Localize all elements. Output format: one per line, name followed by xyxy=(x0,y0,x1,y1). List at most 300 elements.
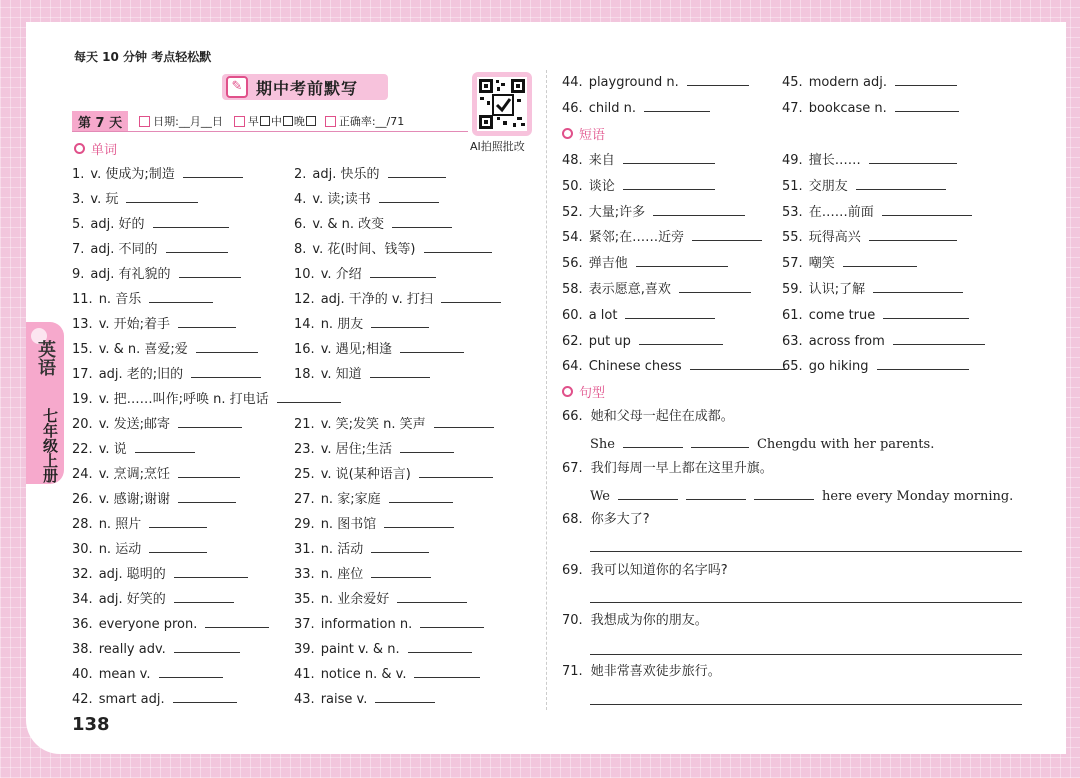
answer-blank[interactable] xyxy=(392,214,452,228)
exercise-item xyxy=(294,489,453,509)
answer-blank[interactable] xyxy=(434,414,494,428)
item-number: 57. xyxy=(782,256,803,272)
answer-blank[interactable] xyxy=(692,227,762,241)
answer-blank[interactable] xyxy=(618,486,678,500)
item-prompt: information n. xyxy=(320,617,413,632)
item-number: 56. xyxy=(562,256,583,272)
exercise-item xyxy=(72,339,258,359)
item-prompt: adj. 有礼貌的 xyxy=(90,267,171,282)
answer-blank[interactable] xyxy=(893,331,985,345)
item-number: 26. xyxy=(72,492,93,507)
item-prompt: v. 发送;邮寄 xyxy=(98,417,171,432)
item-prompt: raise v. xyxy=(320,692,368,707)
item-number: 32. xyxy=(72,567,93,582)
item-number: 35. xyxy=(294,592,315,607)
item-prompt: v. 烹调;烹饪 xyxy=(98,467,171,482)
answer-blank[interactable] xyxy=(174,639,240,653)
item-prompt: adj. 快乐的 xyxy=(312,167,380,182)
bullet-icon xyxy=(562,128,573,139)
exercise-item xyxy=(72,164,243,184)
item-prompt: 擅长…… xyxy=(808,153,861,168)
item-number: 49. xyxy=(782,153,803,168)
exercise-item xyxy=(294,664,480,684)
exercise-item xyxy=(782,98,959,118)
item-number: 8. xyxy=(294,242,307,257)
item-number: 36. xyxy=(72,617,93,632)
answer-blank[interactable] xyxy=(623,176,715,190)
item-number: 24. xyxy=(72,467,93,482)
item-number: 3. xyxy=(72,192,85,207)
exercise-item xyxy=(72,364,261,384)
exercise-item xyxy=(562,202,745,222)
subject-label: 英语 xyxy=(35,340,56,376)
item-number: 34. xyxy=(72,592,93,607)
sentence-prompt: 她非常喜欢徒步旅行。 xyxy=(590,664,721,679)
accuracy-field[interactable]: 正确率:__/71 xyxy=(338,115,405,128)
item-prompt: v. 说 xyxy=(98,442,127,457)
item-prompt: modern adj. xyxy=(808,75,888,90)
item-number: 15. xyxy=(72,342,93,357)
exercise-item xyxy=(294,414,494,434)
answer-blank[interactable] xyxy=(183,164,243,178)
exercise-item xyxy=(562,150,715,170)
item-prompt: n. 活动 xyxy=(320,542,364,557)
answer-blank[interactable] xyxy=(623,434,683,448)
item-number: 9. xyxy=(72,267,85,282)
exercise-item xyxy=(72,439,195,459)
answer-blank[interactable] xyxy=(277,389,341,403)
hourglass-icon xyxy=(234,116,245,127)
answer-blank[interactable] xyxy=(370,364,430,378)
answer-line[interactable] xyxy=(590,602,1022,603)
answer-blank[interactable] xyxy=(877,356,969,370)
answer-blank[interactable] xyxy=(371,314,429,328)
sentence-item xyxy=(562,663,721,681)
item-number: 17. xyxy=(72,367,93,382)
section-words xyxy=(74,139,117,158)
item-number: 48. xyxy=(562,153,583,168)
exercise-item xyxy=(294,289,501,309)
answer-blank[interactable] xyxy=(639,331,723,345)
item-prompt: playground n. xyxy=(588,75,679,90)
exercise-item xyxy=(294,339,464,359)
exercise-item xyxy=(294,164,446,184)
exercise-item xyxy=(294,589,467,609)
answer-line[interactable] xyxy=(590,654,1022,655)
item-prompt: paint v. & n. xyxy=(320,642,400,657)
answer-blank[interactable] xyxy=(370,264,436,278)
item-prompt: n. 音乐 xyxy=(98,292,142,307)
answer-blank[interactable] xyxy=(679,279,751,293)
item-prompt: n. 业余爱好 xyxy=(320,592,390,607)
exercise-item xyxy=(72,289,213,309)
item-number: 47. xyxy=(782,101,803,116)
item-number: 39. xyxy=(294,642,315,657)
item-number: 25. xyxy=(294,467,315,482)
exercise-item xyxy=(294,364,430,384)
answer-blank[interactable] xyxy=(191,364,261,378)
exercise-item xyxy=(294,639,472,659)
checkbox-early[interactable] xyxy=(260,116,270,126)
item-number: 7. xyxy=(72,242,85,257)
answer-blank[interactable] xyxy=(389,489,453,503)
item-prompt: 紧邻;在……近旁 xyxy=(588,230,685,246)
answer-blank[interactable] xyxy=(166,239,228,253)
answer-blank[interactable] xyxy=(149,289,213,303)
time-mid: 中 xyxy=(270,115,282,128)
exercise-item xyxy=(294,689,435,709)
exercise-item xyxy=(782,305,969,325)
item-number: 2. xyxy=(294,167,307,182)
item-number: 13. xyxy=(72,317,93,332)
sentence-end: Chengdu with her parents. xyxy=(756,437,935,452)
item-number: 55. xyxy=(782,230,803,246)
item-prompt: 谈论 xyxy=(588,178,615,194)
exercise-item xyxy=(562,98,710,118)
answer-line[interactable] xyxy=(590,551,1022,552)
sentence-english xyxy=(590,434,934,454)
item-prompt: v. 感谢;谢谢 xyxy=(98,492,171,507)
item-prompt: really adv. xyxy=(98,642,166,657)
answer-blank[interactable] xyxy=(174,564,248,578)
item-prompt: notice n. & v. xyxy=(320,667,407,682)
answer-blank[interactable] xyxy=(687,72,749,86)
item-prompt: everyone pron. xyxy=(98,617,198,632)
item-number: 20. xyxy=(72,417,93,432)
answer-blank[interactable] xyxy=(135,439,195,453)
item-number: 67. xyxy=(562,461,583,476)
item-prompt: mean v. xyxy=(98,667,151,682)
item-number: 29. xyxy=(294,517,315,532)
answer-blank[interactable] xyxy=(384,514,454,528)
exercise-item xyxy=(72,214,229,234)
answer-blank[interactable] xyxy=(178,314,236,328)
answer-blank[interactable] xyxy=(400,439,454,453)
item-number: 6. xyxy=(294,217,307,232)
item-prompt: adj. 不同的 xyxy=(90,242,158,257)
sentence-end: here every Monday morning. xyxy=(822,489,1014,504)
item-number: 4. xyxy=(294,192,307,207)
check-icon xyxy=(325,116,336,127)
item-number: 5. xyxy=(72,217,85,232)
answer-blank[interactable] xyxy=(869,227,957,241)
pencil-icon: ✎ xyxy=(226,76,248,98)
answer-blank[interactable] xyxy=(644,98,710,112)
answer-blank[interactable] xyxy=(869,150,957,164)
answer-blank[interactable] xyxy=(408,639,472,653)
item-number: 23. xyxy=(294,442,315,457)
answer-blank[interactable] xyxy=(178,464,240,478)
item-number: 30. xyxy=(72,542,93,557)
item-prompt: adj. 老的;旧的 xyxy=(98,367,184,382)
item-number: 28. xyxy=(72,517,93,532)
item-prompt: v. 玩 xyxy=(90,192,119,207)
exercise-item xyxy=(782,356,969,376)
qr-icon xyxy=(477,77,527,131)
checkbox-mid[interactable] xyxy=(283,116,293,126)
item-prompt: n. 图书馆 xyxy=(320,517,377,532)
exercise-item xyxy=(294,514,454,534)
page-title: 期中考前默写 xyxy=(256,78,359,98)
item-number: 16. xyxy=(294,342,315,357)
item-prompt: n. 照片 xyxy=(98,517,142,532)
item-prompt: adj. 聪明的 xyxy=(98,567,166,582)
item-number: 63. xyxy=(782,333,803,349)
exercise-item xyxy=(72,539,207,559)
exercise-item xyxy=(72,389,341,409)
answer-blank[interactable] xyxy=(424,239,492,253)
exercise-item xyxy=(72,639,240,659)
sentence-item xyxy=(562,612,708,630)
item-number: 27. xyxy=(294,492,315,507)
answer-blank[interactable] xyxy=(843,253,917,267)
item-number: 70. xyxy=(562,613,583,628)
item-prompt: go hiking xyxy=(808,359,869,375)
answer-blank[interactable] xyxy=(895,98,959,112)
answer-blank[interactable] xyxy=(178,414,242,428)
exercise-item xyxy=(72,189,198,209)
item-number: 71. xyxy=(562,664,583,679)
answer-blank[interactable] xyxy=(379,189,439,203)
calendar-icon xyxy=(139,116,150,127)
answer-blank[interactable] xyxy=(420,614,484,628)
sentence-item xyxy=(562,562,728,580)
answer-blank[interactable] xyxy=(873,279,963,293)
answer-blank[interactable] xyxy=(400,339,464,353)
exercise-item xyxy=(562,253,728,273)
answer-blank[interactable] xyxy=(173,689,237,703)
exercise-item xyxy=(782,227,957,247)
exercise-item xyxy=(782,202,972,222)
answer-blank[interactable] xyxy=(149,514,207,528)
item-number: 65. xyxy=(782,359,803,375)
bullet-icon xyxy=(74,143,85,154)
answer-blank[interactable] xyxy=(441,289,501,303)
answer-blank[interactable] xyxy=(754,486,814,500)
item-number: 31. xyxy=(294,542,315,557)
item-prompt: come true xyxy=(808,307,876,323)
item-number: 61. xyxy=(782,307,803,323)
ai-grading-label: AI拍照批改 xyxy=(470,140,525,153)
item-number: 53. xyxy=(782,204,803,220)
exercise-item xyxy=(562,356,786,376)
grade-label: 七年级上册 xyxy=(41,408,59,483)
day-badge: 第 7 天 xyxy=(72,111,128,132)
sentence-item xyxy=(562,408,734,426)
item-number: 38. xyxy=(72,642,93,657)
item-prompt: Chinese chess xyxy=(588,359,682,375)
section-title: 句型 xyxy=(579,386,606,401)
answer-blank[interactable] xyxy=(414,664,480,678)
qr-code[interactable] xyxy=(472,72,532,136)
answer-blank[interactable] xyxy=(895,72,957,86)
exercise-item xyxy=(562,176,715,196)
section-title: 单词 xyxy=(91,143,118,158)
answer-blank[interactable] xyxy=(691,434,749,448)
sentence-prompt: 我想成为你的朋友。 xyxy=(590,613,708,628)
exercise-item xyxy=(72,264,241,284)
exercise-item xyxy=(562,331,723,351)
item-number: 40. xyxy=(72,667,93,682)
day-info-row xyxy=(72,111,404,131)
item-prompt: 来自 xyxy=(588,153,615,168)
sentence-prompt: 你多大了? xyxy=(590,512,650,527)
answer-blank[interactable] xyxy=(196,339,258,353)
answer-blank[interactable] xyxy=(375,689,435,703)
bullet-icon xyxy=(562,386,573,397)
exercise-item xyxy=(294,314,429,334)
answer-blank[interactable] xyxy=(126,189,198,203)
exercise-item xyxy=(562,72,749,92)
item-number: 51. xyxy=(782,178,803,194)
item-number: 41. xyxy=(294,667,315,682)
exercise-item xyxy=(782,279,963,299)
exercise-item xyxy=(562,227,762,247)
sentence-start: She xyxy=(590,437,615,452)
sentence-prompt: 她和父母一起住在成都。 xyxy=(590,409,734,424)
date-field[interactable]: 日期:__月__日 xyxy=(153,115,223,128)
item-prompt: smart adj. xyxy=(98,692,165,707)
item-number: 50. xyxy=(562,178,583,194)
answer-blank[interactable] xyxy=(856,176,946,190)
exercise-item xyxy=(294,539,429,559)
exercise-item xyxy=(72,489,236,509)
item-prompt: v. 遇见;相逢 xyxy=(320,342,393,357)
item-number: 18. xyxy=(294,367,315,382)
exercise-item xyxy=(782,150,957,170)
answer-blank[interactable] xyxy=(625,305,715,319)
exercise-item xyxy=(294,189,439,209)
item-prompt: 认识;了解 xyxy=(808,282,866,297)
exercise-item xyxy=(782,72,957,92)
answer-blank[interactable] xyxy=(149,539,207,553)
exercise-item xyxy=(294,214,452,234)
item-number: 10. xyxy=(294,267,315,282)
exercise-item xyxy=(782,176,946,196)
item-number: 69. xyxy=(562,563,583,578)
item-prompt: 玩得高兴 xyxy=(808,230,861,246)
answer-line[interactable] xyxy=(590,704,1022,705)
sentence-english xyxy=(590,486,1013,506)
item-number: 37. xyxy=(294,617,315,632)
exercise-item xyxy=(782,253,917,273)
item-number: 46. xyxy=(562,101,583,116)
answer-blank[interactable] xyxy=(371,564,431,578)
item-prompt: 嘲笑 xyxy=(808,256,835,272)
answer-blank[interactable] xyxy=(205,614,269,628)
answer-blank[interactable] xyxy=(178,489,236,503)
item-prompt: v. 开始;着手 xyxy=(98,317,171,332)
item-number: 68. xyxy=(562,512,583,527)
exercise-item xyxy=(72,564,248,584)
column-divider xyxy=(546,70,547,710)
answer-blank[interactable] xyxy=(153,214,229,228)
item-number: 59. xyxy=(782,282,803,297)
exercise-item xyxy=(294,264,436,284)
answer-blank[interactable] xyxy=(179,264,241,278)
checkbox-late[interactable] xyxy=(306,116,316,126)
answer-blank[interactable] xyxy=(690,356,786,370)
exercise-item xyxy=(72,614,269,634)
item-number: 62. xyxy=(562,333,583,349)
exercise-item xyxy=(72,514,207,534)
answer-blank[interactable] xyxy=(653,202,745,216)
divider xyxy=(72,131,468,132)
item-prompt: child n. xyxy=(588,101,637,116)
item-prompt: 表示愿意,喜欢 xyxy=(588,282,671,297)
answer-blank[interactable] xyxy=(623,150,715,164)
exercise-item xyxy=(294,464,493,484)
item-prompt: v. 读;读书 xyxy=(312,192,371,207)
title-banner xyxy=(222,74,388,100)
answer-blank[interactable] xyxy=(371,539,429,553)
item-prompt: a lot xyxy=(588,307,618,323)
section-sentences xyxy=(562,382,605,401)
answer-blank[interactable] xyxy=(159,664,223,678)
item-prompt: 弹吉他 xyxy=(588,256,628,272)
answer-blank[interactable] xyxy=(388,164,446,178)
exercise-item xyxy=(294,439,454,459)
item-number: 54. xyxy=(562,230,583,246)
time-late: 晚 xyxy=(293,115,305,128)
item-prompt: 大量;许多 xyxy=(588,204,646,220)
item-number: 64. xyxy=(562,359,583,375)
exercise-item xyxy=(562,279,751,299)
item-prompt: adj. 好的 xyxy=(90,217,145,232)
section-title: 短语 xyxy=(579,128,606,143)
item-prompt: v. & n. 喜爱;爱 xyxy=(98,342,188,357)
series-title: 每天 10 分钟 考点轻松默 xyxy=(74,50,212,64)
item-number: 11. xyxy=(72,292,93,307)
item-number: 66. xyxy=(562,409,583,424)
item-prompt: v. 说(某种语言) xyxy=(320,467,411,482)
exercise-item xyxy=(782,331,985,351)
item-number: 44. xyxy=(562,75,583,90)
item-number: 22. xyxy=(72,442,93,457)
item-number: 52. xyxy=(562,204,583,220)
item-prompt: across from xyxy=(808,333,885,349)
item-prompt: v. 把……叫作;呼唤 n. 打电话 xyxy=(98,392,269,407)
sentence-item xyxy=(562,460,773,478)
sentence-prompt: 我们每周一早上都在这里升旗。 xyxy=(590,461,773,476)
item-number: 14. xyxy=(294,317,315,332)
answer-blank[interactable] xyxy=(882,202,972,216)
answer-blank[interactable] xyxy=(174,589,234,603)
item-number: 1. xyxy=(72,167,85,182)
page-number: 138 xyxy=(72,714,110,735)
exercise-item xyxy=(294,614,484,634)
item-number: 43. xyxy=(294,692,315,707)
item-number: 42. xyxy=(72,692,93,707)
answer-blank[interactable] xyxy=(397,589,467,603)
item-prompt: v. 笑;发笑 n. 笑声 xyxy=(320,417,426,432)
time-early: 早 xyxy=(247,115,259,128)
item-prompt: v. 使成为;制造 xyxy=(90,167,175,182)
item-number: 60. xyxy=(562,307,583,323)
item-prompt: v. 知道 xyxy=(320,367,362,382)
exercise-item xyxy=(72,589,234,609)
answer-blank[interactable] xyxy=(419,464,493,478)
item-prompt: v. 居住;生活 xyxy=(320,442,393,457)
answer-blank[interactable] xyxy=(686,486,746,500)
answer-blank[interactable] xyxy=(636,253,728,267)
exercise-item xyxy=(562,305,715,325)
item-number: 19. xyxy=(72,392,93,407)
item-prompt: 交朋友 xyxy=(808,178,848,194)
exercise-item xyxy=(294,239,492,259)
answer-blank[interactable] xyxy=(883,305,969,319)
exercise-item xyxy=(72,314,236,334)
